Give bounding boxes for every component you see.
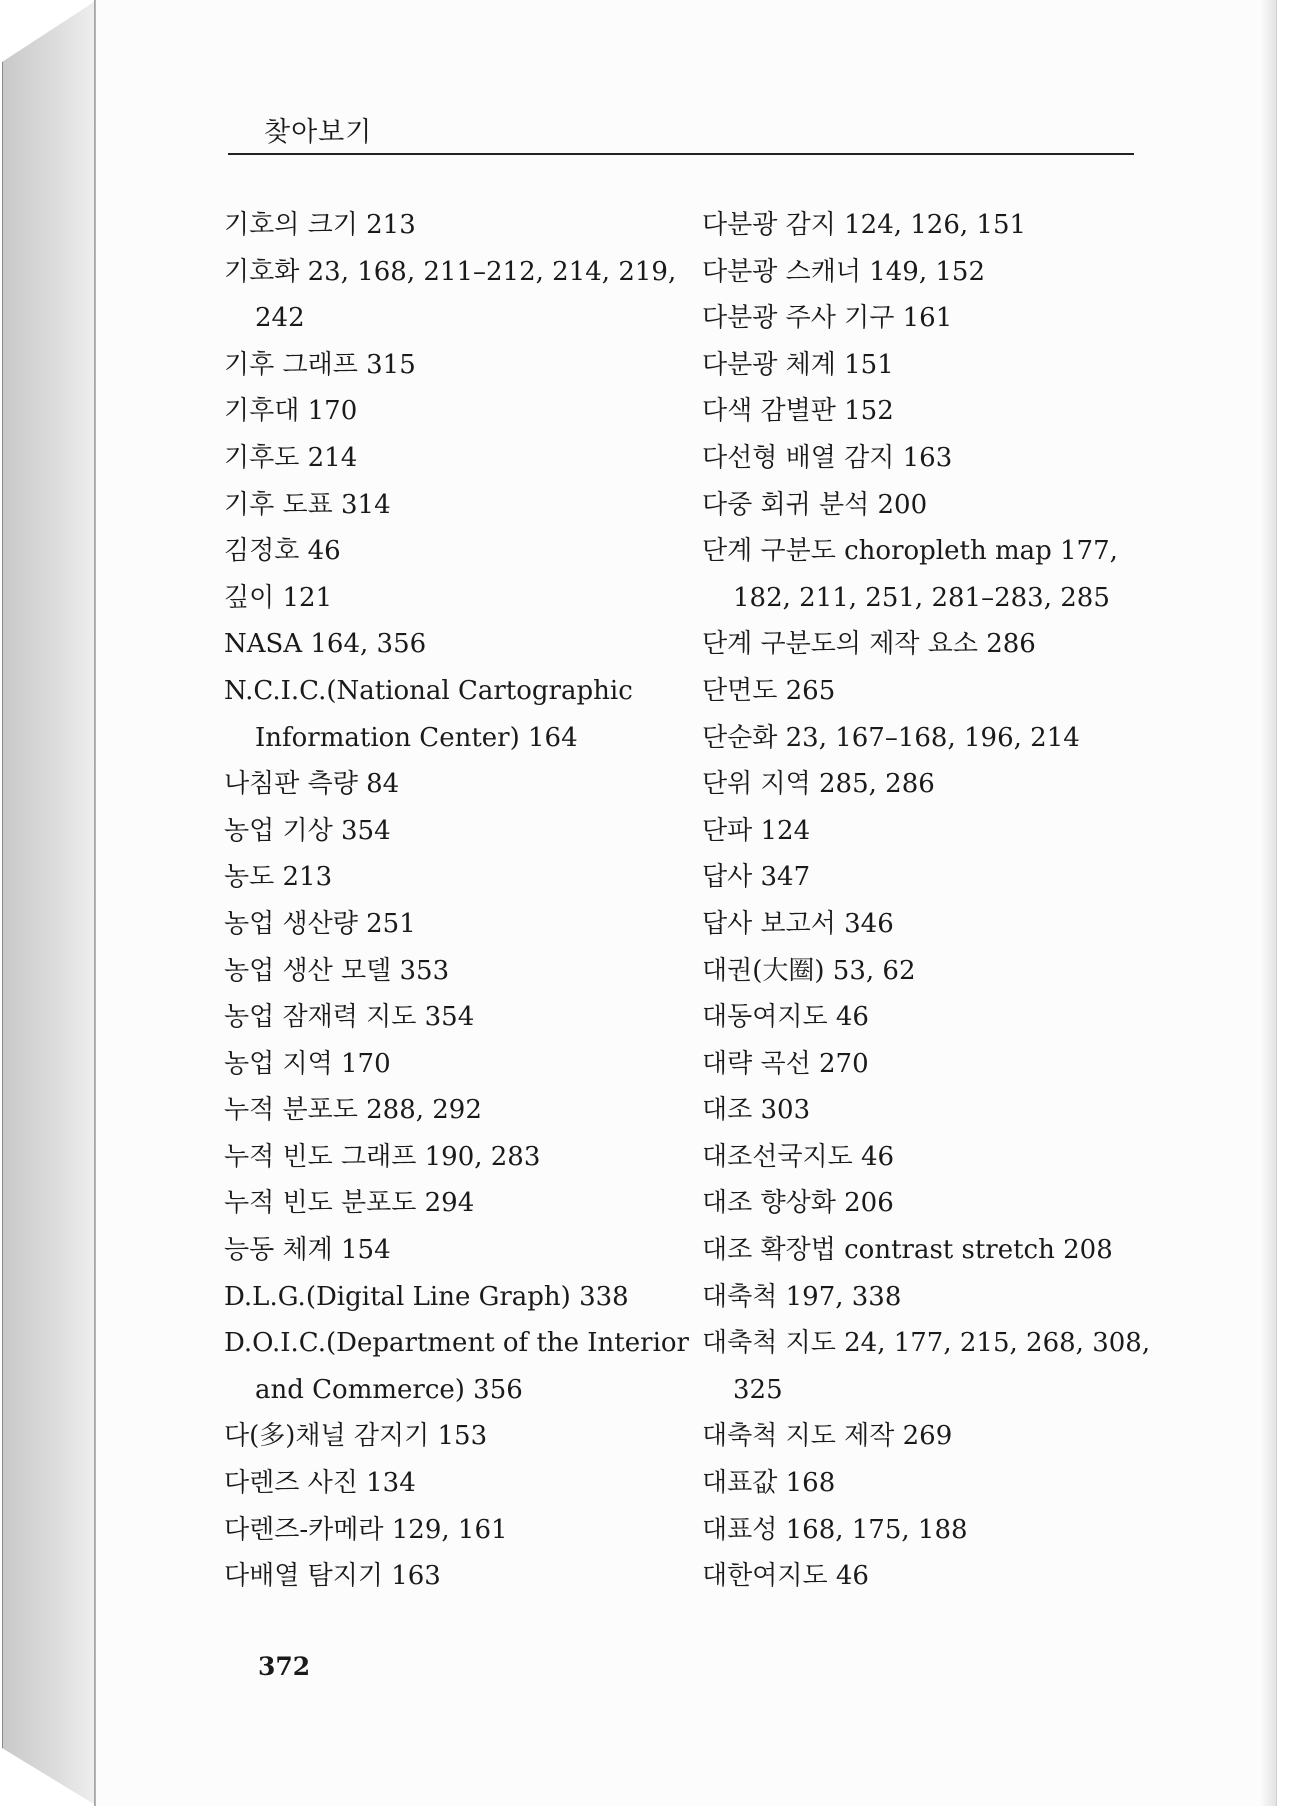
index-entry: 다분광 스캐너 149, 152	[702, 256, 986, 287]
index-entry: 농도 213	[224, 862, 333, 893]
index-entry: 다색 감별판 152	[702, 396, 894, 427]
page-edge-shadow	[1260, 0, 1276, 1806]
index-entry: 기후대 170	[224, 396, 358, 427]
index-entry: 능동 체계 154	[224, 1235, 391, 1266]
index-column-left	[224, 202, 689, 1600]
index-entry: 대조 확장법 contrast stretch 208	[702, 1235, 1113, 1266]
index-entry: 대표값 168	[702, 1468, 836, 1499]
index-entry: 다(多)채널 감지기 153	[224, 1421, 488, 1452]
index-entry: 대축척 197, 338	[702, 1281, 902, 1312]
index-entry: D.O.I.C.(Department of the Interior	[224, 1328, 689, 1359]
index-entry: 답사 347	[702, 862, 811, 893]
index-entry: 김정호 46	[224, 536, 341, 567]
index-entry: 대략 곡선 270	[702, 1048, 869, 1079]
page-number: 372	[258, 1652, 311, 1681]
index-entry: 기후 그래프 315	[224, 349, 416, 380]
index-entry: 단계 구분도 choropleth map 177,	[702, 536, 1118, 567]
index-entry: 단파 124	[702, 815, 811, 846]
index-entry-continuation: Information Center) 164	[255, 722, 578, 753]
index-entry-continuation: and Commerce) 356	[255, 1374, 523, 1405]
index-entry: 기호화 23, 168, 211–212, 214, 219,	[224, 256, 677, 287]
index-entry: 대조선국지도 46	[702, 1141, 895, 1172]
index-entry: 단위 지역 285, 286	[702, 769, 935, 800]
index-entry: 기후 도표 314	[224, 489, 391, 520]
index-entry: 대조 향상화 206	[702, 1188, 894, 1219]
index-entry: 대축척 지도 24, 177, 215, 268, 308,	[702, 1328, 1151, 1359]
index-entry-continuation: 242	[255, 303, 305, 334]
index-entry: 누적 분포도 288, 292	[224, 1095, 482, 1126]
index-entry: 대축척 지도 제작 269	[702, 1421, 953, 1452]
index-entry: 다렌즈-카메라 129, 161	[224, 1514, 508, 1545]
book-page	[96, 0, 1277, 1806]
index-entry: 나침판 측량 84	[224, 769, 400, 800]
index-entry: 농업 지역 170	[224, 1048, 391, 1079]
index-entry: 농업 생산량 251	[224, 908, 416, 939]
index-entry: 깊이 121	[224, 582, 333, 613]
page-header-title: 찾아보기	[264, 117, 373, 148]
index-entry: 농업 기상 354	[224, 815, 391, 846]
index-entry: 다분광 주사 기구 161	[702, 303, 953, 334]
index-entry: 다분광 체계 151	[702, 349, 894, 380]
index-entry: 다배열 탐지기 163	[224, 1561, 441, 1592]
index-column-right	[702, 202, 1158, 1600]
index-entry: 대동여지도 46	[702, 1002, 869, 1033]
index-entry: 단순화 23, 167–168, 196, 214	[702, 722, 1080, 753]
index-entry: 다렌즈 사진 134	[224, 1468, 416, 1499]
index-entry: NASA 164, 356	[224, 629, 427, 660]
index-entry: 단계 구분도의 제작 요소 286	[702, 629, 1036, 660]
index-entry: 다분광 감지 124, 126, 151	[702, 210, 1027, 240]
index-entry-continuation: 325	[733, 1374, 783, 1405]
index-entry: D.L.G.(Digital Line Graph) 338	[224, 1281, 629, 1312]
index-entry: 대표성 168, 175, 188	[702, 1514, 968, 1545]
index-entry: 대조 303	[702, 1095, 811, 1126]
index-entry: 단면도 265	[702, 675, 836, 706]
index-entry: 대권(大圈) 53, 62	[702, 955, 916, 986]
index-entry: 농업 잠재력 지도 354	[224, 1002, 475, 1033]
index-entry: N.C.I.C.(National Cartographic	[224, 675, 633, 706]
index-entry: 답사 보고서 346	[702, 908, 894, 939]
index-entry: 누적 빈도 그래프 190, 283	[224, 1141, 541, 1172]
header-rule	[228, 153, 1134, 155]
index-entry: 농업 생산 모델 353	[224, 955, 450, 986]
index-entry: 대한여지도 46	[702, 1561, 869, 1592]
index-entry: 누적 빈도 분포도 294	[224, 1188, 475, 1219]
index-entry: 기호의 크기 213	[224, 210, 416, 240]
index-entry-continuation: 182, 211, 251, 281–283, 285	[733, 582, 1110, 613]
book-page-edges	[2, 0, 97, 1806]
index-entry: 다선형 배열 감지 163	[702, 442, 953, 473]
index-entry: 다중 회귀 분석 200	[702, 489, 928, 520]
index-entry: 기후도 214	[224, 442, 358, 473]
